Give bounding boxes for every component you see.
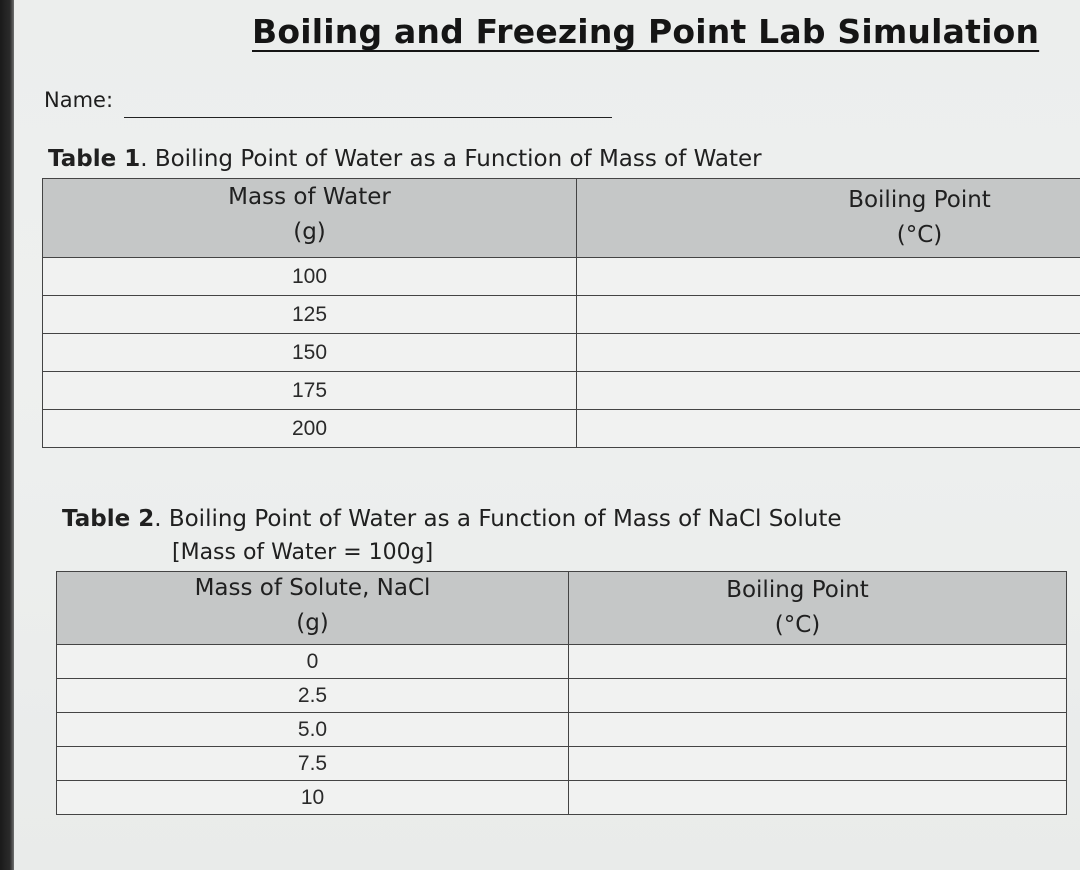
table2-label: Table 2	[62, 506, 155, 532]
table2-header-bp-label: Boiling Point	[726, 577, 869, 603]
table-row	[57, 713, 1067, 747]
table1-caption	[48, 146, 762, 172]
table1-mass-cell: 150	[43, 334, 577, 372]
table2-boiling-point-vs-mass-of-nacl	[56, 571, 1067, 815]
name-blank-line	[124, 117, 612, 118]
table-row	[43, 410, 1080, 448]
table2-header-bp-unit: (°C)	[774, 612, 821, 638]
table1-header-boiling-point	[577, 179, 1080, 258]
table2-boiling-point-blank-cell[interactable]	[569, 781, 1067, 815]
table1-header-mass-label: Mass of Water	[228, 184, 391, 210]
table2-header-boiling-point	[569, 572, 1067, 645]
table2-mass-cell: 7.5	[57, 747, 569, 781]
table2-mass-cell: 2.5	[57, 679, 569, 713]
table1-header-mass-unit: (g)	[293, 219, 326, 245]
table1-boiling-point-blank-cell[interactable]	[577, 410, 1080, 448]
table1-mass-cell: 200	[43, 410, 577, 448]
table2-mass-cell: 5.0	[57, 713, 569, 747]
table1-header-mass-of-water	[43, 179, 577, 258]
name-label: Name:	[44, 88, 114, 112]
table-row	[57, 645, 1067, 679]
table1-boiling-point-blank-cell[interactable]	[577, 296, 1080, 334]
table2-header-mass-of-solute	[57, 572, 569, 645]
table2-header-mass-unit: (g)	[296, 610, 329, 636]
table1-boiling-point-vs-mass-of-water	[42, 178, 1080, 448]
table2-subcaption: [Mass of Water = 100g]	[172, 540, 434, 565]
table-row	[43, 372, 1080, 410]
table2-boiling-point-blank-cell[interactable]	[569, 679, 1067, 713]
table2-header-row	[57, 572, 1067, 645]
table2-caption	[62, 506, 842, 532]
table2-mass-cell: 0	[57, 645, 569, 679]
table-row	[57, 679, 1067, 713]
table-row	[43, 258, 1080, 296]
table1-mass-cell: 175	[43, 372, 577, 410]
table-row	[43, 334, 1080, 372]
table1-label: Table 1	[48, 146, 141, 172]
table2-header-mass-label: Mass of Solute, NaCl	[194, 575, 431, 601]
table-row	[57, 747, 1067, 781]
table2-boiling-point-blank-cell[interactable]	[569, 713, 1067, 747]
table1-mass-cell: 125	[43, 296, 577, 334]
table2-caption-text: . Boiling Point of Water as a Function of Mass of NaCl Solute	[154, 506, 842, 532]
table1-boiling-point-blank-cell[interactable]	[577, 372, 1080, 410]
table1-header-row	[43, 179, 1080, 258]
table1-header-bp-unit: (°C)	[896, 222, 943, 248]
table-row	[43, 296, 1080, 334]
table2-boiling-point-blank-cell[interactable]	[569, 747, 1067, 781]
table1-mass-cell: 100	[43, 258, 577, 296]
page-title: Boiling and Freezing Point Lab Simulation	[252, 12, 1040, 51]
table1-boiling-point-blank-cell[interactable]	[577, 258, 1080, 296]
table2-mass-cell: 10	[57, 781, 569, 815]
table-row	[57, 781, 1067, 815]
table1-caption-text: . Boiling Point of Water as a Function of Mass of Water	[140, 146, 762, 172]
table2-boiling-point-blank-cell[interactable]	[569, 645, 1067, 679]
table1-header-bp-label: Boiling Point	[848, 187, 991, 213]
table1-boiling-point-blank-cell[interactable]	[577, 334, 1080, 372]
